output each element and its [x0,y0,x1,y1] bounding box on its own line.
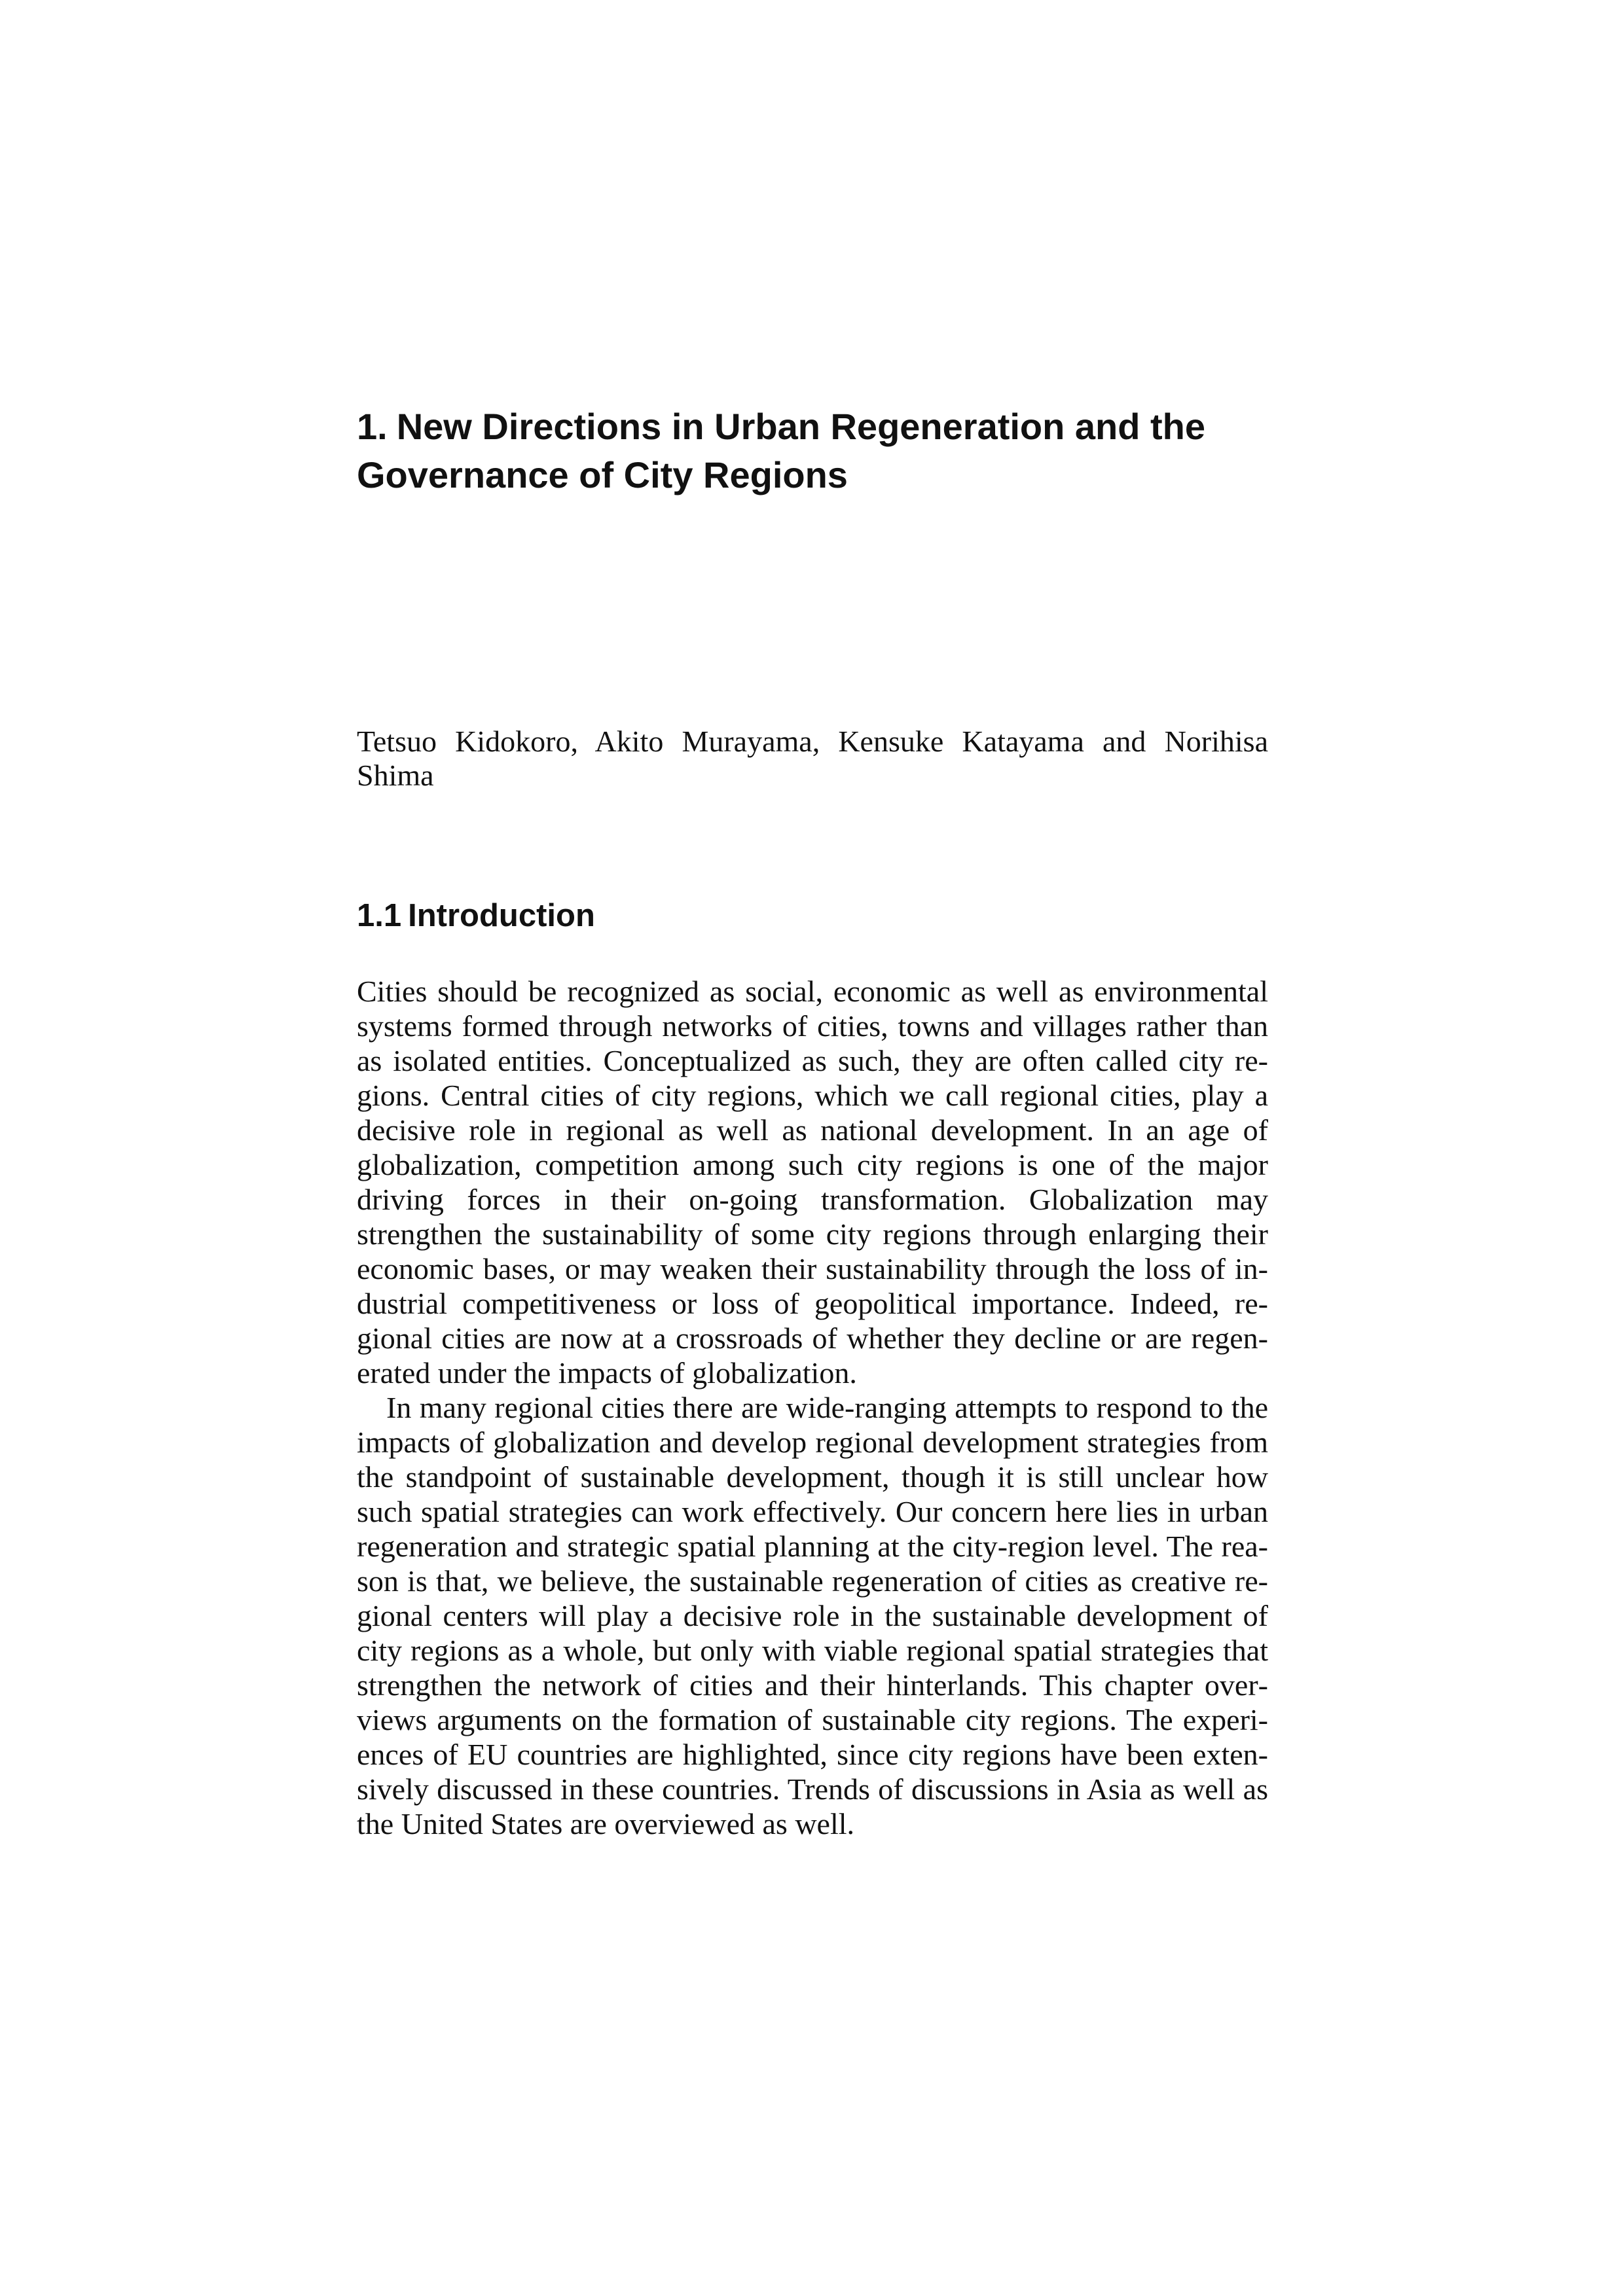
chapter-title [357,403,1268,499]
section-heading [357,896,1268,935]
author-list: Tetsuo Kidokoro, Akito Murayama, Kensuke Katayama and Norihisa Shima [357,725,1268,792]
paragraph: Cities should be recognized as social, economic as well as environmental systems formed through networks of cities, towns and villages rather than as isolated entities. Conceptualized as such, they are often called city regions. Central cities of city regions, which we call regional cities, play a decisive role in regional as well as national development. In an age of globalization, competition among such city regions is one of the major driving forces in their on-going transformation. Globalization may strengthen the sustainability of some city regions through enlarging their economic bases, or may weaken their sustainability through the loss of industrial competitiveness or loss of geopolitical importance. Indeed, regional cities are now at a crossroads of whether they decline or are regenerated under the impacts of globalization. [357,975,1268,1390]
body-text [357,974,1268,1841]
paragraph: In many regional cities there are wide-ranging attempts to respond to the impacts of globalization and develop regional development strategies from the standpoint of sustainable development, though it is still unclear how such spatial strategies can work effectively. Our concern here lies in urban regeneration and strategic spatial planning at the city-region level. The reason is that, we believe, the sustainable regeneration of cities as creative regional centers will play a decisive role in the sustainable development of city regions as a whole, but only with viable regional spatial strategies that strengthen the network of cities and their hinterlands. This chapter overviews arguments on the formation of sustainable city regions. The experiences of EU countries are highlighted, since city regions have been extensively discussed in these countries. Trends of discussions in Asia as well as the United States are overviewed as well. [357,1391,1268,1840]
chapter-number: 1. [357,406,388,447]
section-title: Introduction [408,898,595,933]
chapter-title-text: New Directions in Urban Regeneration and the Governance of City Regions [357,406,1206,495]
section-number: 1.1 [357,898,402,933]
